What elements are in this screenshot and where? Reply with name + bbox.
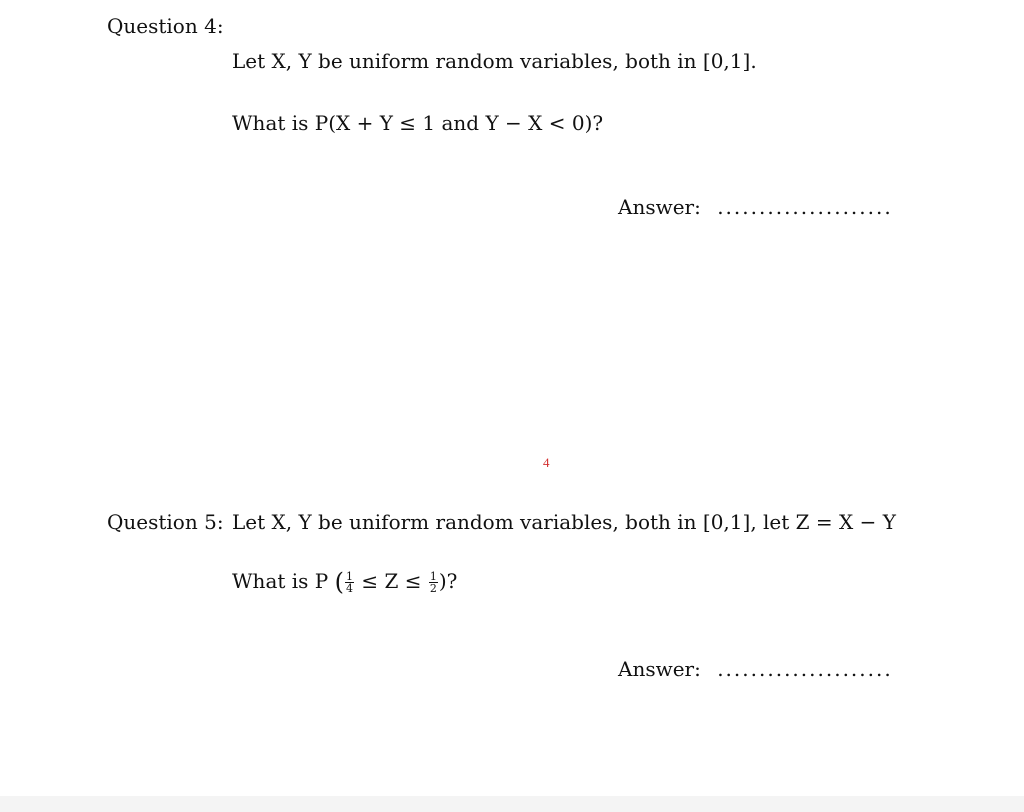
question-4-statement: Let X, Y be uniform random variables, both in [0,1]. [232, 49, 757, 73]
answer-blank[interactable]: ..................... [717, 195, 893, 219]
prompt-suffix: )? [438, 569, 458, 593]
answer-blank[interactable]: ..................... [717, 657, 893, 681]
page-bottom-edge [0, 796, 1024, 812]
answer-label: Answer: [618, 657, 701, 681]
question-5-statement: Let X, Y be uniform random variables, both in [0,1], let Z = X − Y [232, 510, 896, 534]
question-4-prompt: What is P(X + Y ≤ 1 and Y − X < 0)? [232, 111, 604, 135]
fraction-one-half: $\frac{1}{2}$ [429, 570, 437, 595]
question-5-answer [618, 657, 893, 681]
open-paren: ( [334, 568, 344, 596]
fraction-one-quarter: $\frac{1}{4}$ [345, 570, 353, 595]
answer-label: Answer: [618, 195, 701, 219]
question-5-label: Question 5: [107, 510, 224, 534]
question-4-answer [618, 195, 893, 219]
question-5-prompt [232, 568, 457, 596]
prompt-middle: ≤ Z ≤ [361, 569, 422, 593]
question-4-label: Question 4: [107, 14, 224, 38]
page-number: 4 [543, 455, 550, 470]
prompt-prefix: What is P [232, 569, 329, 593]
